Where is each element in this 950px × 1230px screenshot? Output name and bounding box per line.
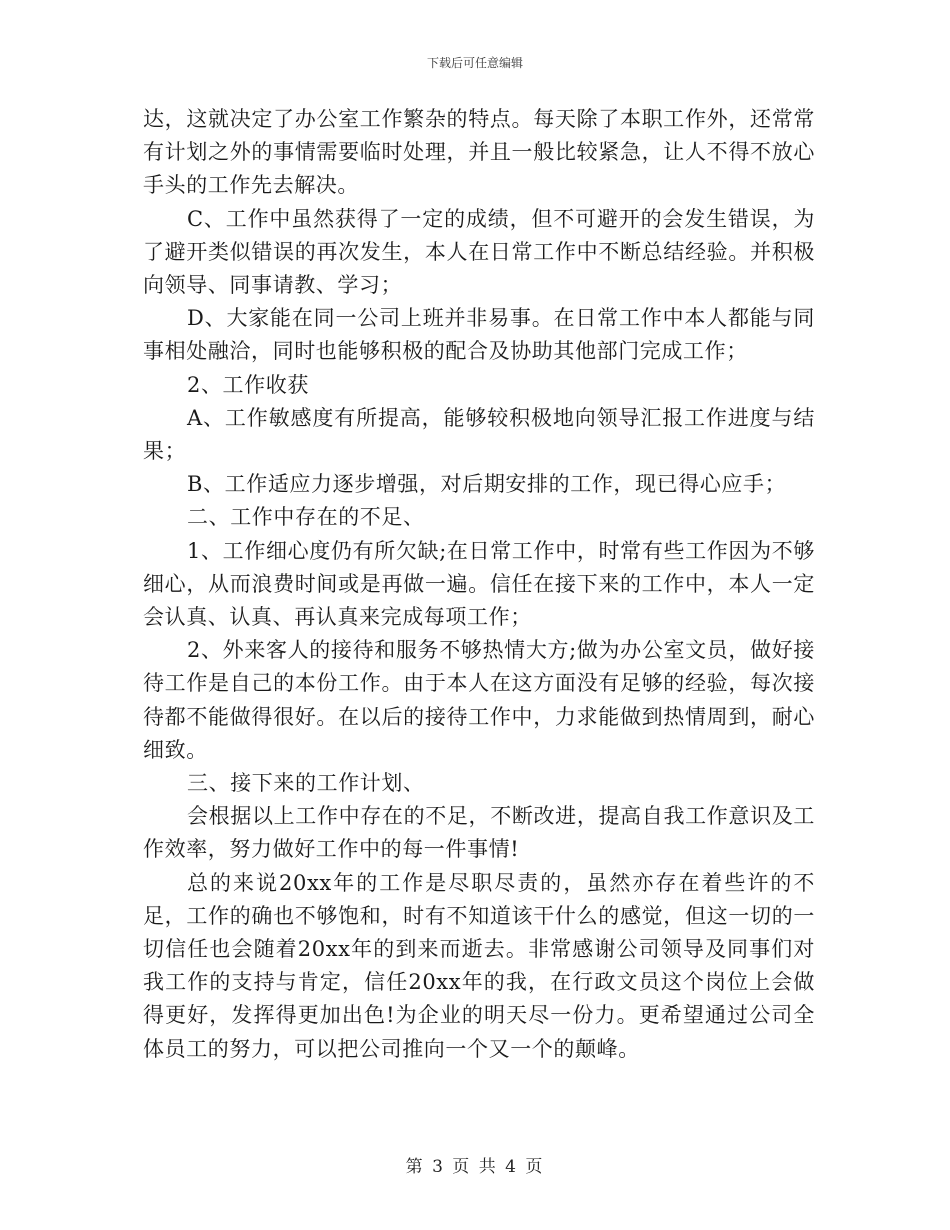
- section-heading: 2、工作收获: [187, 372, 309, 397]
- paragraph: C、工作中虽然获得了一定的成绩，但不可避开的会发生错误，为了避开类似错误的再次发生，本人在日常工作中不断总结经验。并积极向领导、同事请教、学习；: [143, 206, 815, 298]
- paragraph: 总的来说20xx年的工作是尽职尽责的，虽然亦存在着些许的不足，工作的确也不够饱和，时有不知道该干什么的感觉，但这一切的一切信任也会随着20xx年的到来而逝去。非常感谢公司领导及同事们对我工作的支持与肯定，信任20xx年的我，在行政文员这个岗位上会做得更好，发挥得更加出色!为企业的明天尽一份力。更希望通过公司全体员工的努力，可以把公司推向一个又一个的颠峰。: [143, 870, 815, 1061]
- paragraph: B、工作适应力逐步增强，对后期安排的工作，现已得心应手；: [187, 472, 787, 497]
- section-heading: 二、工作中存在的不足、: [187, 505, 425, 530]
- paragraph: D、大家能在同一公司上班并非易事。在日常工作中本人都能与同事相处融洽，同时也能够积极的配合及协助其他部门完成工作；: [143, 306, 815, 364]
- paragraph: 达，这就决定了办公室工作繁杂的特点。每天除了本职工作外，还常常有计划之外的事情需要临时处理，并且一般比较紧急，让人不得不放心手头的工作先去解决。: [143, 107, 815, 198]
- paragraph: 1、工作细心度仍有所欠缺;在日常工作中，时常有些工作因为不够细心，从而浪费时间或是再做一遍。信任在接下来的工作中，本人一定会认真、认真、再认真来完成每项工作；: [143, 538, 815, 630]
- page-footer: 第 3 页 共 4 页: [405, 1157, 545, 1177]
- paragraph: A、工作敏感度有所提高，能够较积极地向领导汇报工作进度与结果；: [143, 405, 815, 464]
- paragraph: 2、外来客人的接待和服务不够热情大方;做为办公室文员，做好接待工作是自己的本份工作。由于本人在这方面没有足够的经验，每次接待都不能做得很好。在以后的接待工作中，力求能做到热情周到，耐心细致。: [143, 638, 815, 762]
- document-body: [143, 103, 815, 1066]
- section-heading: 三、接下来的工作计划、: [187, 771, 425, 796]
- paragraph: 会根据以上工作中存在的不足，不断改进，提高自我工作意识及工作效率，努力做好工作中的每一件事情!: [143, 804, 815, 862]
- page-header: 下载后可任意编辑: [426, 56, 523, 70]
